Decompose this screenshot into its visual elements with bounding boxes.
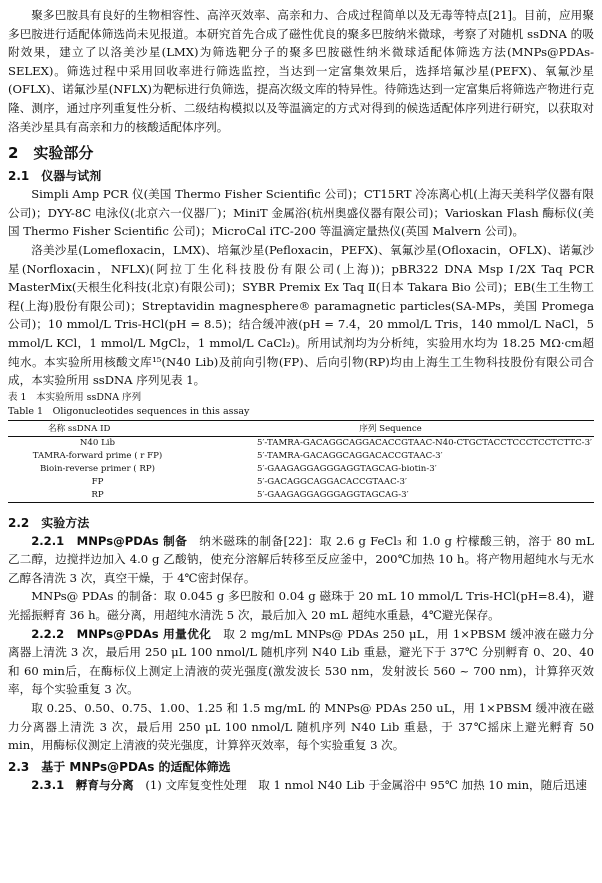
section-2-2-1-text: 纳米磁珠的制备[22]：取 2.6 g FeCl₃ 和 1.0 g 柠檬酸三钠，溶于 80 mL 乙二醇，边搅拌边加入 4.0 g 乙酸钠，使充分溶解后转移至反应釜中，200℃加热 10 h。将产物用超纯水与无水乙醇各清洗 3 次，真空干燥，于 4℃密封保存。 [8,533,594,585]
table-cell-name: RP [91,490,104,501]
instruments-paragraph: Simpli Amp PCR 仪(美国 Thermo Fisher Scientific 公司)；CT15RT 冷冻离心机(上海天美科学仪器有限公司)；DYY-8C 电泳仪(北京六一仪器厂)；MiniT 金属浴(杭州奥盛仪器有限公司)；Varioskan Flash 酶标仪(美国 Thermo Fisher Scientific 公司)；MicroCal iTC-200 等温滴定量热仪(英国 Malvern 公司)。 [8,187,594,239]
table-header-sequence: 序列 Sequence [359,424,422,435]
table-1-caption-en: Table 1 Oligonucleotides sequences in this assay [8,405,250,417]
section-2-2-1-paragraph [8,532,594,588]
section-2-2-2-text: 取 2 mg/mL MNPs@ PDAs 250 μL，用 1×PBSM 缓冲液在磁力分离器上清洗 3 次，最后用 250 μL 100 nmol/L 随机序列 N40 Lib 重悬，避光下于 37℃ 分别孵育 0、20、40 和 60 min后，在酶标仪上测定上清液的荧光强度(激发波长 530 nm，发射波长 560 ~ 700 nm)，计算猝灭效率，每个实验重复 3 次。 [8,626,594,697]
table-1 [8,420,594,503]
table-row [8,450,594,463]
section-2-heading: 2 实验部分 [8,144,94,163]
table-row [8,436,594,450]
section-2-3-heading: 2.3 基于 MNPs@PDAs 的适配体筛选 [8,759,231,774]
section-2-2-2-paragraph [8,625,594,699]
section-2-3-1-paragraph [8,776,594,795]
section-2-3-1-heading: 2.3.1 孵育与分离 [31,777,134,792]
section-2-2-1-heading: 2.2.1 MNPs@PDAs 制备 [31,533,188,548]
table-row [8,463,594,476]
table-cell-name: FP [91,477,104,488]
table-cell-sequence: 5′-TAMRA-GACAGGCAGGACACCGTAAC-N40-CTGCTACCTCCCTCCTCTTC-3′ [256,438,592,449]
table-row [8,476,594,489]
table-cell-name: Bioin-reverse primer ( RP) [39,464,155,475]
table-cell-name: TAMRA-forward prime ( r FP) [32,451,163,462]
section-2-1-heading: 2.1 仪器与试剂 [8,169,102,184]
section-2-2-2-heading: 2.2.2 MNPs@PDAs 用量优化 [31,626,212,641]
table-cell-sequence: 5′-GACAGGCAGGACACCGTAAC-3′ [256,477,407,488]
table-cell-sequence: 5′-GAAGAGGAGGGAGGTAGCAG-3′ [256,490,409,501]
table-cell-sequence: 5′-TAMRA-GACAGGCAGGACACCGTAAC-3′ [256,451,443,462]
table-header-row [8,420,594,436]
table-header-name: 名称 ssDNA ID [48,424,111,435]
table-cell-name: N40 Lib [79,438,116,449]
table-1-caption-cn: 表 1 本实验所用 ssDNA 序列 [8,391,142,403]
dosage-optimization-paragraph: 取 0.25、0.50、0.75、1.00、1.25 和 1.5 mg/mL 的 MNPs@ PDAs 250 uL，用 1×PBSM 缓冲液在磁力分离器上清洗 3 次，最后用 250 μL 100 nmol/L 随机序列 N40 Lib 重悬，于 37℃摇床上避光孵育 50 min，用酶标仪测定上清液的荧光强度，计算猝灭效率，每个实验重复 3 次。 [8,701,594,753]
section-2-2-heading: 2.2 实验方法 [8,515,90,530]
section-2-3-1-text: (1) 文库复变性处理 取 1 nmol N40 Lib 于金属浴中 95℃ 加热 10 min，随后迅速 [133,777,587,792]
table-row [8,489,594,503]
reagents-paragraph: 洛美沙星(Lomefloxacin，LMX)、培氟沙星(Pefloxacin，PEFX)、氧氟沙星(Ofloxacin，OFLX)、诺氟沙星(Norfloxacin，NFLX)(阿拉丁生化科技股份有限公司(上海))；pBR322 DNA Msp Ⅰ/2X Taq PCR MasterMix(天根生化科技(北京)有限公司)；SYBR Premix Ex Taq Ⅱ(日本 Takara Bio 公司)；EB(生工生物工程(上海)股份有限公司)；Streptavidin magnesphere® paramagnetic particles(SA-MPs，美国 Promega 公司)；10 mmol/L Tris-HCl(pH = 8.5)；结合缓冲液(pH = 7.4，20 mmol/L Tris，140 mmol/L NaCl，5 mmol/L KCl，1 mmol/L MgCl₂，1 mmol/L CaCl₂)。所用试剂均为分析纯，实验用水均为 18.25 MΩ·cm超纯水。本实验所用核酸文库¹⁵(N40 Lib)及前向引物(FP)、后向引物(RP)均由上海生工生物科技股份有限公司合成，本实验所用 ssDNA 序列见表 1。 [8,242,594,388]
spacer [8,503,594,511]
table-cell-sequence: 5′-GAAGAGGAGGGAGGTAGCAG-biotin-3′ [256,464,437,475]
pda-preparation-paragraph: MNPs@ PDAs 的制备：取 0.045 g 多巴胺和 0.04 g 磁珠于 20 mL 10 mmol/L Tris-HCl(pH=8.4)，避光摇振孵育 36 h。磁分离，用超纯水清洗 5 次，最后加入 20 mL 超纯水重悬，4℃避光保存。 [8,589,594,623]
intro-paragraph: 聚多巴胺具有良好的生物相容性、高淬灭效率、高亲和力、合成过程简单以及无毒等特点[21]。目前，应用聚多巴胺进行适配体筛选尚未见报道。本研究首先合成了磁性优良的聚多巴胺纳米微球，考察了对随机 ssDNA 的吸附效果，建立了以洛美沙星(LMX)为筛选靶分子的聚多巴胺磁性纳米微球适配体筛选方法(MNPs@PDAs-SELEX)。筛选过程中采用回收率进行筛选监控，当达到一定富集效果后，选择培氟沙星(PEFX)、氧氟沙星(OFLX)、诺氟沙星(NFLX)为靶标进行负筛选，提高次级文库的特异性。待筛选达到一定富集后将筛选产物进行克隆、测序，通过序列重复性分析、二级结构模拟以及等温滴定的方式对得到的候选适配体序列进行研究，以获取对洛美沙星具有高亲和力的核酸适配体序列。 [8,8,594,134]
